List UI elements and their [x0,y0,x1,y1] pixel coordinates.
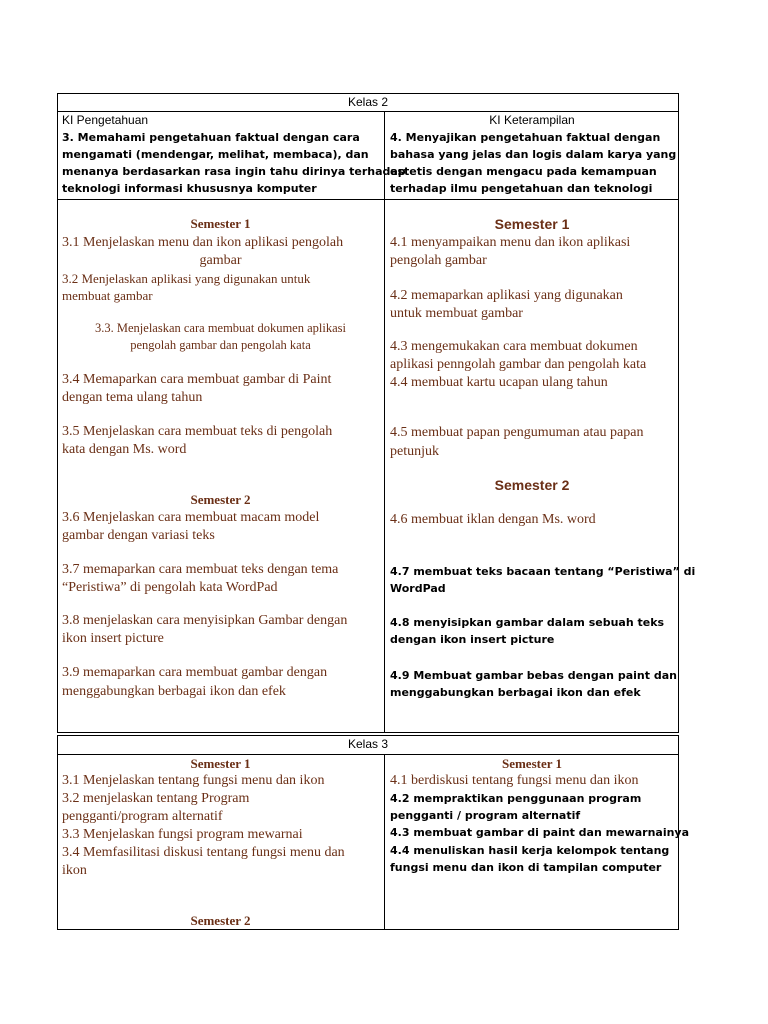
kd-4-9-line-1: 4.9 Membuat gambar bebas dengan paint dan [390,669,677,682]
kelas3-kd-4-3: 4.3 membuat gambar di paint dan mewarnainya [390,826,690,839]
kd-4-8-line-2: dengan ikon insert picture [390,633,555,646]
kd-3-7-line-2: “Peristiwa” di pengolah kata WordPad [62,580,278,595]
ki-keterampilan-label: KI Keterampilan [489,113,575,127]
kd-3-9-line-2: menggabungkan berbagai ikon dan efek [62,684,286,699]
kd-3-5-line-1: 3.5 Menjelaskan cara membuat teks di pengolah [62,424,333,439]
kd-3-9-line-1: 3.9 memaparkan cara membuat gambar dengan [62,665,328,680]
kd-3-4-line-1: 3.4 Memaparkan cara membuat gambar di Paint [62,372,332,387]
kd-3-7-line-1: 3.7 memaparkan cara membuat teks dengan tema [62,562,339,577]
kd-4-2-line-1: 4.2 memaparkan aplikasi yang digunakan [390,288,623,303]
kelas3-kd-4-1: 4.1 berdiskusi tentang fungsi menu dan ikon [390,773,639,788]
kd-4-5-line-1: 4.5 membuat papan pengumuman atau papan [390,425,644,440]
kelas3-title: Kelas 3 [347,737,389,751]
ki-keterampilan-line-3: estetis dengan mengacu pada kemampuan [390,165,657,178]
kelas2-column-divider [384,111,385,733]
kelas3-kd-4-2-line-1: 4.2 mempraktikan penggunaan program [390,792,642,805]
kd-3-1-line-2: gambar [199,253,242,268]
kd-3-8-line-1: 3.8 menjelaskan cara menyisipkan Gambar dengan [62,613,348,628]
kd-4-4: 4.4 membuat kartu ucapan ulang tahun [390,375,608,390]
kd-4-8-line-1: 4.8 menyisipkan gambar dalam sebuah teks [390,616,665,629]
kd-3-3-line-2: pengolah gambar dan pengolah kata [130,338,311,352]
kelas3-kd-4-4-line-1: 4.4 menuliskan hasil kerja kelompok tentang [390,844,670,857]
ki-pengetahuan-line-1: 3. Memahami pengetahuan faktual dengan cara [62,131,360,144]
kd-4-7-line-2: WordPad [390,582,446,595]
kd-4-1-line-2: pengolah gambar [390,253,487,268]
kelas3-kd-4-4-line-2: fungsi menu dan ikon di tampilan computer [390,861,662,874]
ki-pengetahuan-line-4: teknologi informasi khususnya komputer [62,182,317,195]
kelas3-title-divider [57,754,679,755]
kd-3-4-line-2: dengan tema ulang tahun [62,390,203,405]
kelas2-ki-divider [57,199,679,200]
kelas3-left-semester-2: Semester 2 [190,913,251,928]
kelas3-kd-3-3: 3.3 Menjelaskan fungsi program mewarnai [62,827,303,842]
kd-3-6-line-1: 3.6 Menjelaskan cara membuat macam model [62,510,320,525]
ki-pengetahuan-line-2: mengamati (mendengar, melihat, membaca), dan [62,148,369,161]
kd-3-2-line-1: 3.2 Menjelaskan aplikasi yang digunakan untuk [62,271,311,286]
kd-3-2-line-2: membuat gambar [62,288,153,303]
ki-keterampilan-line-2: bahasa yang jelas dan logis dalam karya yang [390,148,677,161]
kelas3-kd-3-4-line-1: 3.4 Memfasilitasi diskusi tentang fungsi menu dan [62,845,345,860]
kd-4-3-line-1: 4.3 mengemukakan cara membuat dokumen [390,339,638,354]
kelas2-title: Kelas 2 [347,95,389,109]
kd-3-3-line-1: 3.3. Menjelaskan cara membuat dokumen aplikasi [95,321,346,335]
kelas2-title-divider [57,111,679,112]
kd-4-5-line-2: petunjuk [390,444,439,459]
kd-4-7-line-1: 4.7 membuat teks bacaan tentang “Peristiwa” di [390,565,696,578]
kelas3-kd-3-2-line-2: pengganti/program alternatif [62,809,223,824]
kelas3-kd-3-2-line-1: 3.2 menjelaskan tentang Program [62,791,250,806]
kd-3-5-line-2: kata dengan Ms. word [62,442,187,457]
kd-3-8-line-2: ikon insert picture [62,631,164,646]
kelas3-right-semester-1: Semester 1 [501,756,563,771]
kelas3-left-semester-1: Semester 1 [190,756,251,771]
kelas2-left-semester-2: Semester 2 [190,492,251,507]
ki-pengetahuan-label: KI Pengetahuan [62,113,149,127]
kelas2-right-semester-1: Semester 1 [494,216,570,232]
kelas3-kd-3-4-line-2: ikon [62,863,87,878]
kd-4-6: 4.6 membuat iklan dengan Ms. word [390,512,596,527]
kd-3-1-line-1: 3.1 Menjelaskan menu dan ikon aplikasi pengolah [62,235,344,250]
ki-pengetahuan-line-3: menanya berdasarkan rasa ingin tahu dirinya terhadap [62,165,406,178]
kelas3-column-divider [384,754,385,930]
kd-4-9-line-2: menggabungkan berbagai ikon dan efek [390,686,641,699]
kelas3-kd-4-2-line-2: pengganti / program alternatif [390,809,581,822]
kd-4-3-line-2: aplikasi penngolah gambar dan pengolah kata [390,357,647,372]
kelas2-left-semester-1: Semester 1 [190,216,251,231]
kd-4-2-line-2: untuk membuat gambar [390,306,523,321]
kelas2-right-semester-2: Semester 2 [494,477,570,493]
ki-keterampilan-line-4: terhadap ilmu pengetahuan dan teknologi [390,182,653,195]
kelas3-kd-3-1: 3.1 Menjelaskan tentang fungsi menu dan ikon [62,773,325,788]
kd-4-1-line-1: 4.1 menyampaikan menu dan ikon aplikasi [390,235,631,250]
kd-3-6-line-2: gambar dengan variasi teks [62,528,215,543]
ki-keterampilan-line-1: 4. Menyajikan pengetahuan faktual dengan [390,131,661,144]
